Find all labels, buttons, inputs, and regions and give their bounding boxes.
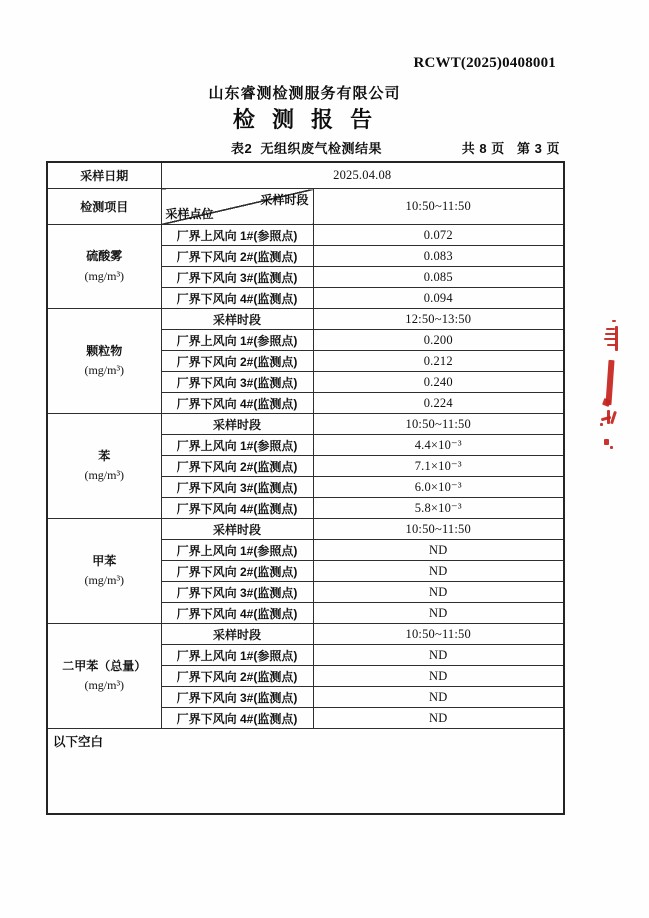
time-value-cell: 12:50~13:50 [313,309,564,330]
diagonal-header-cell [161,189,313,225]
seal-stroke [610,411,616,424]
analyte-cell: 颗粒物 (mg/m³) [47,309,161,414]
value-cell: 4.4×10⁻³ [313,435,564,456]
seal-stroke [602,398,611,407]
seal-stroke [607,344,616,346]
seal-stroke [612,320,616,322]
point-cell: 厂界下风向 4#(监测点) [161,288,313,309]
point-cell: 厂界下风向 2#(监测点) [161,246,313,267]
seal-stroke [601,416,611,421]
value-cell: ND [313,687,564,708]
results-table [46,161,565,815]
blank-note-cell: 以下空白 [47,729,564,815]
time-value-cell: 10:50~11:50 [313,414,564,435]
point-cell: 厂界下风向 2#(监测点) [161,561,313,582]
point-cell: 厂界上风向 1#(参照点) [161,330,313,351]
point-cell: 厂界下风向 4#(监测点) [161,498,313,519]
value-cell: 0.085 [313,267,564,288]
seal-stroke [600,423,603,426]
point-cell: 厂界下风向 4#(监测点) [161,603,313,624]
point-cell: 厂界上风向 1#(参照点) [161,645,313,666]
point-cell: 厂界上风向 1#(参照点) [161,540,313,561]
page-indicator: 共 8 页 第 3 页 [461,141,560,156]
point-cell: 厂界下风向 3#(监测点) [161,582,313,603]
table-row [47,162,564,189]
point-cell: 厂界下风向 2#(监测点) [161,456,313,477]
table-row [47,624,564,645]
project-label-cell: 检测项目 [47,189,161,225]
time-label-cell: 采样时段 [161,414,313,435]
results-table-body [47,162,564,814]
analyte-cell: 甲苯 (mg/m³) [47,519,161,624]
table-row [47,225,564,246]
seal-stroke [604,439,609,445]
table-row [47,414,564,435]
diag-top-label: 采样时段 [260,193,309,207]
table-row [47,189,564,225]
value-cell: 0.224 [313,393,564,414]
table-row [47,519,564,540]
results-table-wrap [46,161,565,815]
analyte-cell: 苯 (mg/m³) [47,414,161,519]
date-label-cell: 采样日期 [47,162,161,189]
value-cell: ND [313,561,564,582]
table-row [47,309,564,330]
value-cell: ND [313,708,564,729]
seal-stroke [606,328,615,330]
point-cell: 厂界下风向 3#(监测点) [161,267,313,288]
point-cell: 厂界下风向 4#(监测点) [161,708,313,729]
value-cell: 0.083 [313,246,564,267]
analyte-cell: 二甲苯（总量） (mg/m³) [47,624,161,729]
seal-stroke [610,446,613,449]
company-name: 山东睿测检测服务有限公司 [208,85,401,102]
point-cell: 厂界下风向 4#(监测点) [161,393,313,414]
value-cell: 5.8×10⁻³ [313,498,564,519]
value-cell: ND [313,582,564,603]
point-cell: 厂界下风向 2#(监测点) [161,666,313,687]
time-label-cell: 采样时段 [161,624,313,645]
report-title: 检 测 报 告 [232,107,377,132]
blank-row [47,729,564,815]
value-cell: ND [313,603,564,624]
table-caption: 表2 无组织废气检测结果 [231,141,382,156]
value-cell: ND [313,645,564,666]
point-cell: 厂界下风向 2#(监测点) [161,351,313,372]
value-cell: 0.212 [313,351,564,372]
seal-stroke [605,333,616,335]
point-cell: 厂界下风向 3#(监测点) [161,687,313,708]
caption-row [46,138,563,156]
time-label-cell: 采样时段 [161,309,313,330]
time-label-cell: 采样时段 [161,519,313,540]
point-cell: 厂界上风向 1#(参照点) [161,225,313,246]
value-cell: 7.1×10⁻³ [313,456,564,477]
date-value-cell: 2025.04.08 [161,162,564,189]
value-cell: 0.240 [313,372,564,393]
seal-stroke [604,338,616,340]
value-cell: 0.094 [313,288,564,309]
time-value-cell: 10:50~11:50 [313,519,564,540]
time-value-cell: 10:50~11:50 [313,624,564,645]
seal-stroke [605,360,614,405]
point-cell: 厂界上风向 1#(参照点) [161,435,313,456]
value-cell: 0.200 [313,330,564,351]
analyte-cell: 硫酸雾 (mg/m³) [47,225,161,309]
value-cell: ND [313,666,564,687]
seal-stroke [615,326,618,351]
doc-number: RCWT(2025)0408001 [413,55,556,71]
value-cell: 0.072 [313,225,564,246]
value-cell: 6.0×10⁻³ [313,477,564,498]
seal-stroke [607,410,610,424]
point-cell: 厂界下风向 3#(监测点) [161,477,313,498]
point-cell: 厂界下风向 3#(监测点) [161,372,313,393]
header-time-cell: 10:50~11:50 [313,189,564,225]
diag-bottom-label: 采样点位 [165,207,214,221]
value-cell: ND [313,540,564,561]
